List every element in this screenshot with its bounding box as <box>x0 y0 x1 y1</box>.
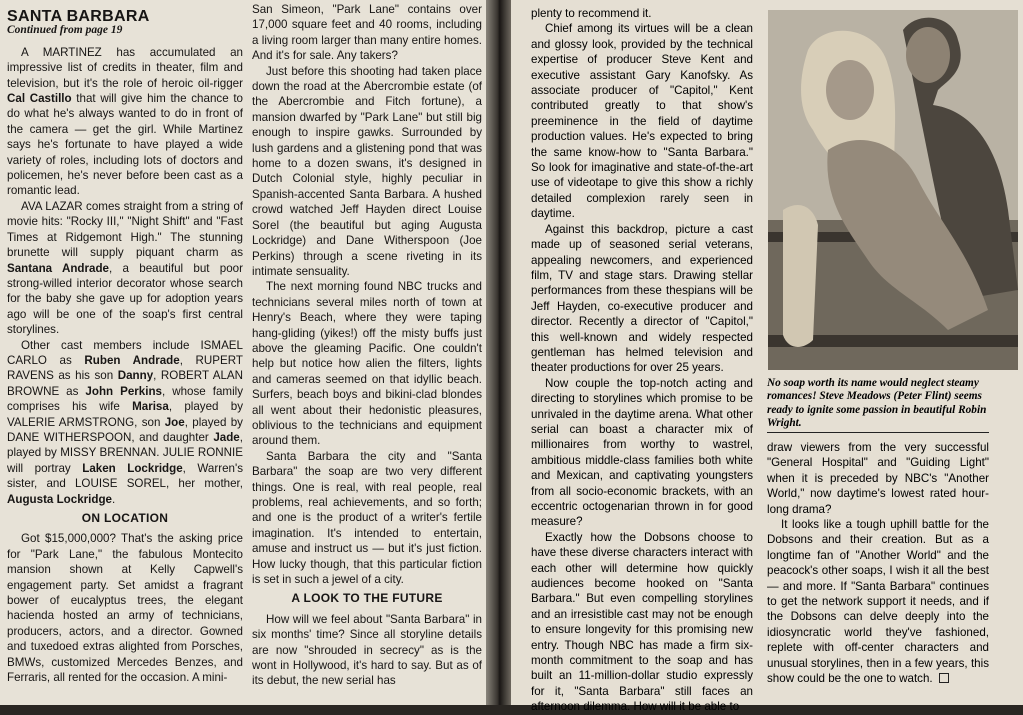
paragraph: plenty to recommend it. <box>531 7 652 20</box>
page-gutter <box>486 0 511 705</box>
paragraph: Santa Barbara the city and "Santa Barbara" the soap are two very different things. One is real, with real people, real problems, real achievements, and so forth; and one is the product of a writer's fertile imagination. It's intended to entertain, amuse and instruct us — but it's just fiction. How lucky though, that this particular fiction is set in such a jewel of a city. <box>252 449 482 587</box>
paragraph: Chief among its virtues will be a clean and glossy look, provided by the technical expertise of producer Steve Kent and executive assistant Gary Kanofsky. As associate producer of "Capitol," Kent contributed greatly to that show's preeminence in the field of daytime production values. He's expected to bring the same know-how to "Santa Barbara." So look for imaginative and state-of-the-art use of videotape to give this show a richly detailed complexion rarely seen in daytime. <box>531 22 753 221</box>
caption-divider <box>767 432 989 433</box>
closing-text: It looks like a tough uphill battle for the Dobsons and their creation. But as a longtime fan of "Another World" and the peacock's other soaps, I wish it all the best — and more. If "Santa Barbara" continues to get the network support it needs, and if the Dobsons can delve deeply into the idiosyncratic world they've fashioned, replete with off-center characters and unusual storylines, then in a few years, this show could be the one to watch. <box>767 518 989 686</box>
left-page <box>0 0 486 705</box>
man-head <box>906 27 950 83</box>
column-2 <box>252 2 482 689</box>
rope-coil <box>783 205 818 347</box>
paragraph: Just before this shooting had taken place down the road at the Abercrombie estate (of the Abercrombie and Fitch fortune), a mansion dwarfed by "Park Lane" but still big enough to inspire gawks. Surrounded by lush gardens and a glistening pond that was home to a dozen swans, it's designed in Dutch Colonial style, highly peculiar in Spanish-accented Santa Barbara. A hushed crowd watched Jeff Hayden direct Louise Sorel (the beautiful but aging Augusta Lockridge) and Dane Witherspoon (Joe Perkins) through a scene riveting in its intimate sensuality. <box>252 64 482 278</box>
paragraph: San Simeon, "Park Lane" contains over 17,000 square feet and 40 rooms, including a living room larger than many entire homes. And it's for sale. Any takers? <box>252 3 482 63</box>
section-heading: A LOOK TO THE FUTURE <box>291 591 443 606</box>
column-4 <box>767 440 989 687</box>
paragraph: The next morning found NBC trucks and technicians several miles north of town at Henry's Beach, where they were taping hang-gliding (yikes!) off the misty buffs just above the gleaming Pacific. One couldn't help but notice how alien the filters, lights and cameras seemed on that idyllic beach. Surfers, beach boys and bikini-clad blondes all went about their hedonistic pleasures, oblivious to the technicians and equipment around them. <box>252 280 482 448</box>
paragraph: Exactly how the Dobsons choose to have these diverse characters interact with each other will determine how quickly audiences become hooked on "Santa Barbara." But even compelling storylines and an irresistible cast may not be enough to ensure longevity for this promising new entry. Though NBC has made a firm six-month commitment to the soap and has built an 11-million-dollar studio expressly for it, "Santa Barbara" still faces an afternoon dilemma. How will it be able to <box>531 530 753 714</box>
woman-face <box>826 60 874 120</box>
paragraph: AVA LAZAR comes straight from a string of movie hits: "Rocky III," "Night Shift" and "Fast Times at Ridgemont High." The stunning brunette will supply piquant charm as Santana Andrade, a beautiful but poor strong-willed interior decorator whose search for the baby she gave up for adoption years ago will be one of the soap's first central storylines. <box>7 199 243 337</box>
photo <box>768 10 1018 370</box>
paragraph: A MARTINEZ has accumulated an impressive list of credits in theater, film and television, but it's the role of heroic oil-rigger Cal Castillo that will give him the chance to do what he's always wanted to do in front of the camera — get the girl. While Martinez says he's fortunate to have played a wide variety of roles, including lots of doctors and policemen, he's never before been cast as a romantic lead. <box>7 45 243 198</box>
paragraph: draw viewers from the very successful "General Hospital" and "Guiding Light" when it is preceded by NBC's "Another World," now daytime's lowest rated hour-long drama? <box>767 441 989 516</box>
paragraph <box>767 517 989 686</box>
photo-caption: No soap worth its name would neglect steamy romances! Steve Meadows (Peter Flint) seems ready to ignite some passion in beautiful Robin Wright. <box>767 377 987 429</box>
paragraph: Now couple the top-notch acting and directing to storylines which promise to be unrivaled in the daytime arena. What other serial can boast a character mix of millionaires from worthy to wastrel, ambitious middle-class families both white and Mexican, and captivating youngsters from all socio-economic brackets, with an eccentric octogenarian thrown in for good measure? <box>531 376 753 529</box>
column-1 <box>7 6 243 685</box>
section-heading: ON LOCATION <box>81 511 169 525</box>
paragraph: Other cast members include ISMAEL CARLO as Ruben Andrade, RUPERT RAVENS as his son Danny, ROBERT ALAN BROWNE as John Perkins, whose family comprises his wife Marisa, played by VALERIE ARMSTRONG, son Joe, played by DANE WITHERSPOON, and daughter Jade, played by MISSY BRENNAN. JULIE RONNIE will portray Laken Lockridge, Warren's sister, and LOUISE SOREL, her mother, Augusta Lockridge. <box>7 338 244 506</box>
continued-line: Continued from page 19 <box>7 24 123 37</box>
article-kicker: SANTA BARBARA <box>7 8 150 25</box>
column-3 <box>531 6 753 715</box>
photo-illustration <box>768 10 1018 370</box>
paragraph: Against this backdrop, picture a cast made up of seasoned serial veterans, appealing newcomers, and experienced film, TV and stage stars. Drawing stellar performances from these thespians will be Jeff Hayden, co-executive producer and director. Recently a director of "Capitol," this well-known and widely respected gentleman has helmed television and theater productions for over 25 years. <box>531 222 753 375</box>
paragraph: Got $15,000,000? That's the asking price for "Park Lane," the fabulous Montecito mansion shown at Kelly Capwell's engagement party. Set amidst a fragrant bower of eucalyptus trees, the elegant hacienda hosted an army of technicians, producers, actors, and a director. Gowned and tuxedoed extras alighted from Porsches, BMWs, customized Mercedes Benzes, and Ferraris, all rented for the occasion. A mini- <box>7 532 243 685</box>
paragraph: How will we feel about "Santa Barbara" in six months' time? Since all storyline details are now "shrouded in secrecy" as is the wont in Hollywood, it's hard to say. But as of its debut, the new serial has <box>252 612 482 688</box>
end-mark-icon <box>939 673 949 683</box>
